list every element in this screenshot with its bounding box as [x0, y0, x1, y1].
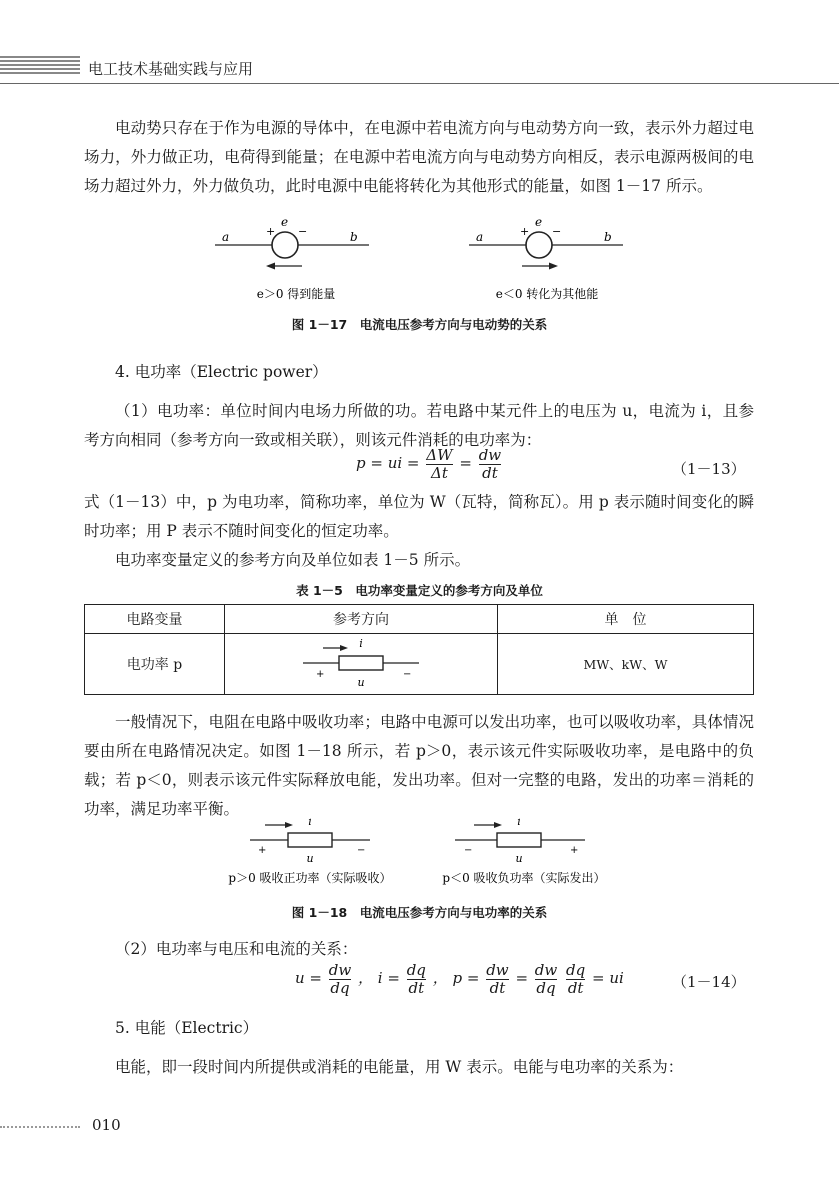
eq13-lhs: p = ui =: [356, 454, 420, 472]
fig18-right-i: i: [517, 818, 521, 828]
fig17-right-label-e: e: [535, 215, 543, 229]
fig18-right-minus: −: [464, 845, 473, 856]
eq14-t5: = ui: [592, 969, 624, 987]
fig17-left-plus: +: [266, 225, 276, 238]
paragraph-table-ref: 电功率变量定义的参考方向及单位如表 1－5 所示。: [115, 551, 471, 569]
running-header-title: 电工技术基础实践与应用: [88, 60, 254, 78]
eq14-t1: u =: [295, 969, 322, 987]
header-rule: [0, 83, 839, 84]
figure-1-18: [0, 818, 839, 890]
table-header-row: [85, 605, 754, 634]
fig18-left-i: i: [308, 818, 312, 828]
eq14-t3: ， p =: [432, 969, 480, 987]
fig18-left-diagram: [228, 818, 391, 885]
section-4-heading: 4. 电功率（Electric power）: [115, 363, 328, 381]
fig17-left-label-e: e: [281, 215, 289, 229]
fig18-left-caption: p＞0 吸收正功率（实际吸收）: [228, 871, 392, 885]
paragraph-power-units: 式（1－13）中，p 为电功率，简称功率，单位为 W（瓦特，简称瓦）。用 p 表示随时间变化的瞬时功率；用 P 表示不随时间变化的恒定功率。: [84, 493, 754, 540]
eq14-frac3: [486, 962, 508, 996]
fig18-left-minus: −: [357, 845, 366, 856]
eq14-d5: dt: [567, 978, 584, 997]
eq14-d3: dt: [489, 978, 506, 997]
fig17-left-label-b: b: [350, 230, 358, 244]
section-5-heading: 5. 电能（Electric）: [115, 1019, 259, 1037]
table-diagram-plus: +: [316, 669, 325, 680]
page-number: 010: [92, 1116, 121, 1134]
eq14-d4: dq: [536, 978, 556, 997]
table-header-unit: 单 位: [498, 605, 754, 634]
eq14-t4: =: [515, 969, 529, 987]
fig17-left-caption: e＞0 得到能量: [256, 287, 336, 301]
fig18-right-u: u: [515, 852, 523, 865]
table-1-5: [84, 604, 754, 695]
eq14-n1: dw: [328, 961, 352, 979]
eq14-t2: ， i =: [358, 969, 400, 987]
fig18-left-plus: +: [258, 845, 267, 856]
eq14-frac5: [566, 962, 585, 996]
fig17-right-caption: e＜0 转化为其他能: [495, 287, 599, 301]
eq14-number: （1－14）: [672, 973, 746, 991]
fig18-caption: 图 1－18 电流电压参考方向与电功率的关系: [291, 905, 548, 920]
paragraph-energy: 电能，即一段时间内所提供或消耗的电能量，用 W 表示。电能与电功率的关系为：: [115, 1058, 684, 1076]
paragraph-power-relation: （2）电功率与电压和电流的关系：: [115, 940, 358, 958]
fig17-left-label-a: a: [222, 230, 230, 244]
table-diagram-u: u: [357, 676, 365, 689]
table-header-variable: 电路变量: [85, 605, 225, 634]
footer-decoration: [0, 1126, 80, 1128]
fig17-right-plus: +: [520, 225, 530, 238]
eq14-n5: dq: [566, 961, 586, 979]
paragraph-emf: 电动势只存在于作为电源的导体中，在电源中若电流方向与电动势方向一致，表示外力超过电场力，外力做正功，电荷得到能量；在电源中若电流方向与电动势方向相反，表示电源两极间的电场力超过外力，外力做负功，此时电源中电能将转化为其他形式的能量，如图 1－17 所示。: [84, 119, 754, 195]
fig17-right-diagram: [469, 215, 623, 301]
eq14-frac1: [329, 962, 351, 996]
equation-1-14: [295, 962, 624, 996]
fig18-right-plus: +: [570, 845, 579, 856]
equation-1-13: [356, 447, 503, 481]
table-cell-units: MW、kW、W: [498, 634, 754, 695]
table-cell-variable: 电功率 p: [85, 634, 225, 695]
table-diagram-minus: −: [403, 669, 412, 680]
eq14-d2: dt: [408, 978, 425, 997]
eq13-num1: ΔW: [426, 446, 453, 464]
eq13-num2: dw: [478, 446, 502, 464]
fig17-left-diagram: [215, 215, 369, 301]
eq14-d1: dq: [330, 978, 350, 997]
table-row: [85, 634, 754, 695]
eq13-den2: dt: [482, 463, 498, 482]
eq14-n4: dw: [534, 961, 558, 979]
eq14-frac2: [407, 962, 426, 996]
eq13-number: （1－13）: [672, 460, 746, 478]
fig17-caption: 图 1－17 电流电压参考方向与电动势的关系: [291, 317, 548, 332]
fig17-right-minus: −: [552, 225, 562, 238]
table-header-direction: 参考方向: [225, 605, 498, 634]
eq13-frac-delta: [426, 447, 452, 481]
fig17-right-label-a: a: [476, 230, 484, 244]
table-resistor-diagram: [291, 635, 431, 689]
fig17-right-label-b: b: [604, 230, 612, 244]
figure-1-17: [0, 215, 839, 310]
eq14-n3: dw: [486, 961, 509, 979]
paragraph-power-definition: （1）电功率：单位时间内电场力所做的功。若电路中某元件上的电压为 u，电流为 i，且参考方向相同（参考方向一致或相关联），则该元件消耗的电功率为：: [84, 402, 754, 449]
table15-caption: 表 1－5 电功率变量定义的参考方向及单位: [296, 583, 543, 598]
eq13-frac-diff: [479, 447, 501, 481]
eq14-frac4: [535, 962, 557, 996]
table-cell-diagram: [225, 634, 498, 695]
fig18-left-u: u: [306, 852, 314, 865]
header-decoration: [0, 56, 80, 80]
fig17-left-minus: −: [298, 225, 308, 238]
eq13-eqsign: =: [459, 454, 472, 472]
table-diagram-i: i: [359, 637, 363, 650]
eq14-n2: dq: [406, 961, 426, 979]
fig18-right-diagram: [442, 818, 605, 885]
paragraph-power-balance: 一般情况下，电阻在电路中吸收功率；电路中电源可以发出功率，也可以吸收功率，具体情况要由所在电路情况决定。如图 1－18 所示，若 p＞0，表示该元件实际吸收功率，是电路中的负载；若 p＜0，则表示该元件实际释放电能，发出功率。但对一完整的电路，发出的功率＝消耗的功率，满足功率平衡。: [84, 713, 754, 818]
eq13-den1: Δt: [430, 463, 448, 482]
fig18-right-caption: p＜0 吸收负功率（实际发出）: [442, 871, 606, 885]
